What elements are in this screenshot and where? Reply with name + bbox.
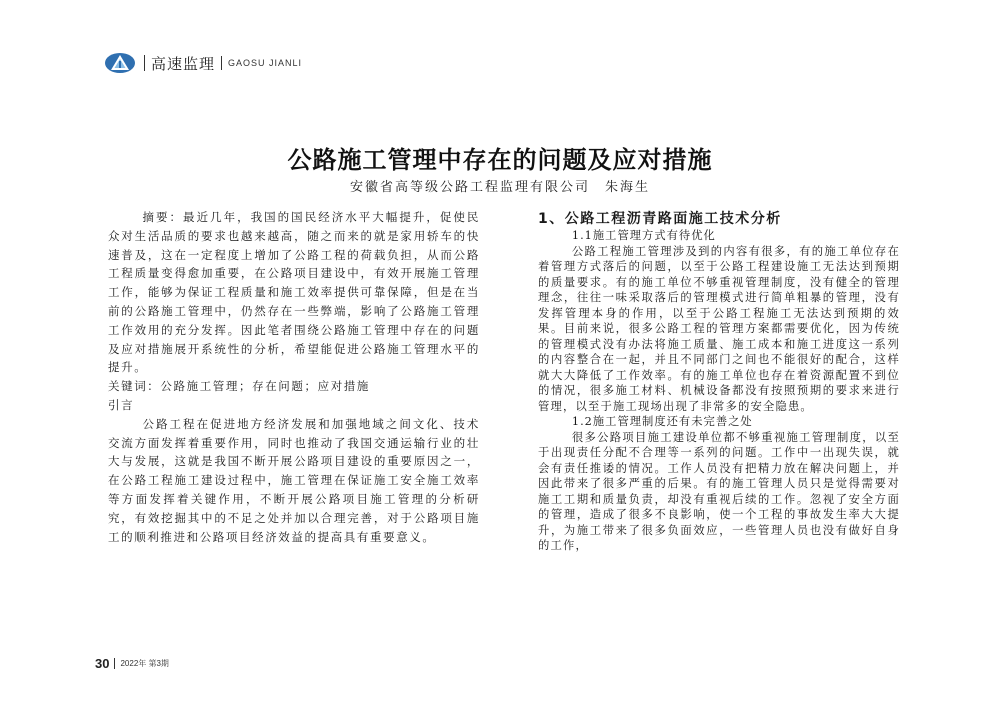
masthead-subtitle: GAOSU JIANLI [228, 58, 303, 68]
masthead-divider [221, 56, 222, 70]
article-author: 安徽省高等级公路工程监理有限公司 朱海生 [349, 180, 650, 195]
page-footer [95, 656, 169, 671]
subsection-heading: 1.2施工管理制度还有未完善之处 [571, 415, 753, 428]
gaosu-jianli-logo-icon [104, 52, 136, 74]
left-column [108, 208, 480, 546]
abstract: 摘要：最近几年，我国的国民经济水平大幅提升，促使民众对生活品质的要求也越来越高，随之而来的就是家用轿车的快速普及，这在一定程度上增加了公路工程的荷载负担，从而公路工程质量变得愈加重要，在公路项目建设中，有效开展施工管理工作，能够为保证工程质量和施工效率提供可靠保障，但是在当前的公路施工管理中，仍然存在一些弊端，影响了公路施工管理工作效用的充分发挥。因此笔者围绕公路施工管理中存在的问题及应对措施展开系统性的分析，希望能促进公路施工管理水平的提升。 [108, 210, 480, 375]
section-heading: 1、公路工程沥青路面施工技术分析 [538, 211, 782, 227]
issue-label: 2022年 第3期 [120, 659, 169, 668]
keywords: 关键词：公路施工管理；存在问题；应对措施 [108, 379, 370, 394]
subsection-heading: 1.1施工管理方式有待优化 [571, 229, 716, 242]
article-title: 公路施工管理中存在的问题及应对措施 [287, 146, 713, 174]
subsection-paragraph: 公路工程施工管理涉及到的内容有很多，有的施工单位存在着管理方式落后的问题，以至于公路工程建设施工无法达到预期的质量要求。有的施工单位不够重视管理制度，没有健全的管理理念，往往一味采取落后的管理模式进行简单粗暴的管理，没有发挥管理本身的作用，以至于公路工程施工无法达到预期的效果。目前来说，很多公路工程的管理方案都需要优化，因为传统的管理模式没有办法将施工质量、施工成本和施工进度这一系列的内容整合在一起，并且不同部门之间也不能很好的配合，这样就大大降低了工作效率。有的施工单位也存在着资源配置不到位的情况，很多施工材料、机械设备都没有按照预期的要求来进行管理，以至于施工现场出现了非常多的安全隐患。 [538, 244, 900, 413]
subsection-paragraph: 很多公路项目施工建设单位都不够重视施工管理制度，以至于出现责任分配不合理等一系列的问题。工作中一出现失误，就会有责任推诿的情况。工作人员没有把精力放在解决问题上，并因此带来了很多严重的后果。有的施工管理人员只是觉得需要对施工工期和质量负责，却没有重视后续的工作。忽视了安全方面的管理，造成了很多不良影响，使一个工程的事故发生率大大提升，为施工带来了很多负面效应，一些管理人员也没有做好自身的工作， [538, 430, 900, 552]
masthead-divider [144, 55, 145, 71]
right-column [538, 210, 900, 554]
page-number: 30 [95, 656, 110, 671]
intro-paragraph: 公路工程在促进地方经济发展和加强地域之间文化、技术交流方面发挥着重要作用，同时也推动了我国交通运输行业的壮大与发展，这就是我国不断开展公路项目建设的重要原因之一，在公路工程施工建设过程中，施工管理在保证施工安全施工效率等方面发挥着关键作用，不断开展公路项目施工管理的分析研究，有效挖掘其中的不足之处并加以合理完善，对于公路项目施工的顺利推进和公路项目经济效益的提高具有重要意义。 [108, 416, 480, 544]
footer-divider [114, 658, 115, 669]
masthead [104, 52, 302, 74]
intro-heading: 引言 [108, 397, 135, 412]
masthead-title: 高速监理 [151, 54, 216, 73]
